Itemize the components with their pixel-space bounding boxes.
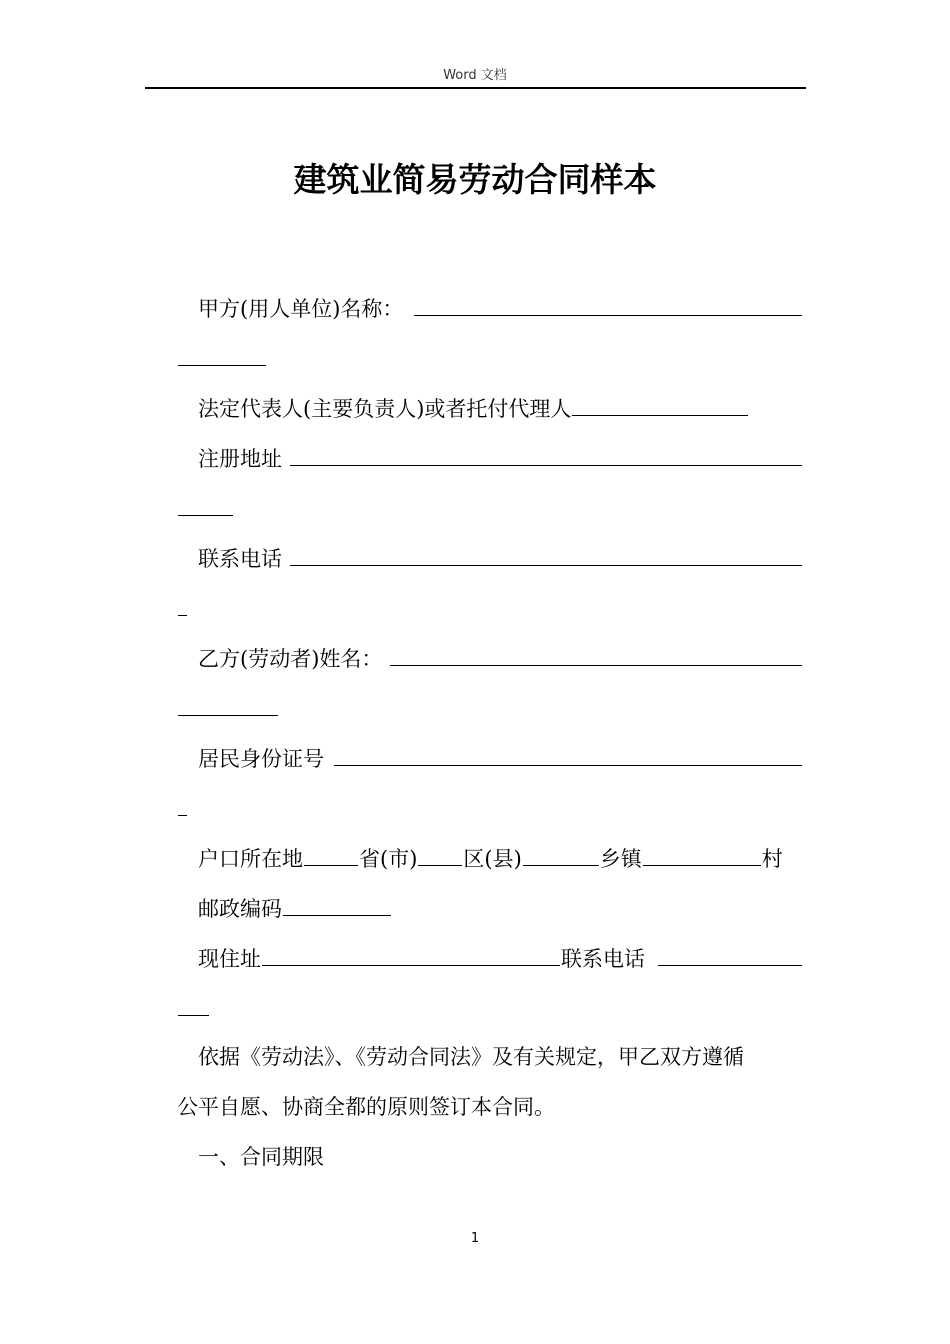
current-address-line <box>198 942 802 976</box>
postcode-label: 邮政编码 <box>198 897 282 921</box>
township-label: 乡镇 <box>599 847 642 871</box>
phone-blank <box>290 547 802 566</box>
contact-phone-blank-continued <box>178 997 209 1016</box>
header-divider <box>145 87 806 89</box>
registered-address-blank-continued <box>178 497 233 516</box>
party-a-name-blank <box>414 297 802 316</box>
legal-rep-line <box>198 392 802 426</box>
party-b-name-label: 乙方(劳动者)姓名： <box>198 647 383 671</box>
section-heading-contract-term: 一、合同期限 <box>198 1145 324 1169</box>
postcode-line <box>198 892 802 926</box>
registered-address-blank <box>290 447 802 466</box>
party-a-name-label: 甲方(用人单位)名称： <box>198 297 404 321</box>
party-a-name-continuation <box>177 342 802 376</box>
document-title: 建筑业简易劳动合同样本 <box>293 160 657 199</box>
party-a-name-line <box>198 292 802 326</box>
id-number-label: 居民身份证号 <box>198 747 324 771</box>
district-label: 区(县) <box>463 847 522 871</box>
district-blank <box>418 847 462 866</box>
page-header: Word 文档 <box>443 68 507 83</box>
current-address-label: 现住址 <box>198 947 261 971</box>
household-label: 户口所在地 <box>198 847 303 871</box>
legal-rep-label: 法定代表人(主要负责人)或者托付代理人 <box>198 397 572 421</box>
phone-label: 联系电话 <box>198 547 282 571</box>
preamble-line-1: 依据《劳动法》、《劳动合同法》及有关规定，甲乙双方遵循 <box>198 1045 744 1069</box>
current-address-blank <box>262 947 560 966</box>
postcode-blank <box>283 897 391 916</box>
registered-address-label: 注册地址 <box>198 447 282 471</box>
id-number-blank <box>334 747 802 766</box>
province-label: 省(市) <box>359 847 418 871</box>
registered-address-line <box>198 442 802 476</box>
contact-phone-blank <box>658 947 802 966</box>
phone-continuation <box>177 592 802 626</box>
party-b-name-line <box>198 642 802 676</box>
village-blank <box>643 847 761 866</box>
id-number-blank-continued <box>178 797 187 816</box>
township-blank <box>523 847 599 866</box>
household-line <box>198 842 802 876</box>
id-number-line <box>198 742 802 776</box>
party-a-name-blank-continued <box>178 347 266 366</box>
id-number-continuation <box>177 792 802 826</box>
province-blank <box>304 847 358 866</box>
registered-address-continuation <box>177 492 802 526</box>
contact-phone-label: 联系电话 <box>561 947 645 971</box>
phone-line <box>198 542 802 576</box>
party-b-name-blank-continued <box>178 697 278 716</box>
preamble-line-2: 公平自愿、协商全都的原则签订本合同。 <box>177 1095 555 1119</box>
legal-rep-blank <box>572 397 748 416</box>
phone-blank-continued <box>178 597 187 616</box>
party-b-name-continuation <box>177 692 802 726</box>
contact-phone-continuation <box>177 992 802 1026</box>
village-label: 村 <box>761 847 783 871</box>
party-b-name-blank <box>390 647 802 666</box>
page-number: 1 <box>470 1231 480 1246</box>
